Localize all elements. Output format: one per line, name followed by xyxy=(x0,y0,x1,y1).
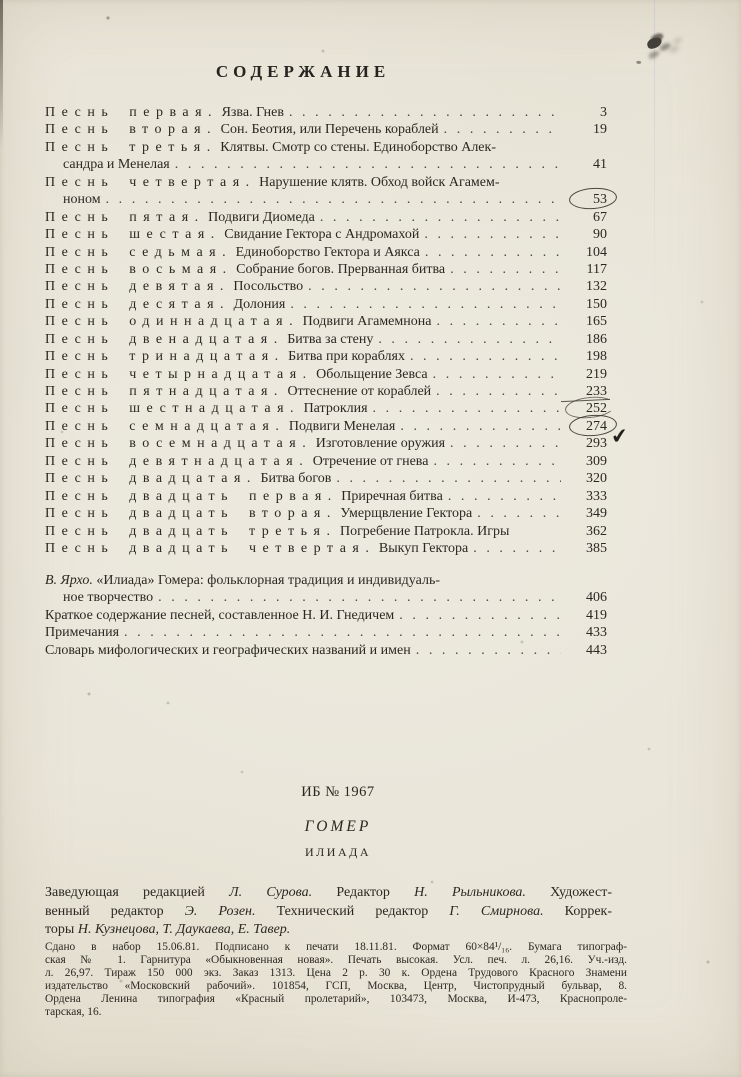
credits-text: Н. Рыльникова. xyxy=(414,885,526,900)
toc-line xyxy=(45,470,607,487)
entry-text: Песнь десятая. xyxy=(45,296,231,312)
toc-line xyxy=(45,104,607,121)
credits-text: Заведующая редакцией xyxy=(45,885,230,900)
toc-line xyxy=(45,383,607,400)
toc-line xyxy=(45,313,607,330)
entry-text: Клятвы. Смотр со стены. Единоборство Алек- xyxy=(216,139,496,155)
credits-line xyxy=(45,903,612,922)
entry-text: Песнь третья. xyxy=(45,139,217,155)
page-number: 406 xyxy=(586,590,607,606)
entry-text: Погребение Патрокла. Игры xyxy=(336,523,510,539)
dot-leader xyxy=(400,418,561,435)
toc-line xyxy=(45,435,607,452)
credits-text: Н. Кузнецова, Т. Даукаева, Е. Тавер. xyxy=(77,922,291,938)
dot-leader xyxy=(433,453,561,470)
credits-text: Г. Смирнова. xyxy=(449,903,544,919)
colophon-author: ГОМЕР xyxy=(304,818,372,835)
entry-text: Посольство xyxy=(229,279,304,295)
ink-smudge xyxy=(646,36,663,50)
toc-line xyxy=(45,400,607,417)
imprint-line: Сдано в набор 15.06.81. Подписано к печати 18.11.81. Формат 60×84¹/₁₆. Бумага типограф- xyxy=(45,941,627,953)
page-number: 117 xyxy=(586,261,607,277)
credits-text: Л. Сурова. xyxy=(229,885,313,900)
entry-text: Битва за стену xyxy=(283,331,374,347)
page-number: 385 xyxy=(586,540,607,556)
page-number: 150 xyxy=(586,296,607,312)
toc-line xyxy=(45,261,607,278)
dot-leader xyxy=(289,104,561,121)
page-number: 233 xyxy=(569,383,607,400)
entry-text: Песнь тринадцатая. xyxy=(45,349,285,365)
imprint-line: л. 26,97. Тираж 150 000 экз. Заказ 1313. Цена 2 р. 30 к. Ордена Трудового Красного Знамени xyxy=(45,967,627,979)
imprint-line: Ордена Ленина типография «Красный пролетарий», 103473, Москва, И-473, Краснопроле- xyxy=(45,993,627,1005)
entry-text: Песнь пятая. xyxy=(45,209,205,225)
pencil-check-annotation xyxy=(609,427,629,450)
page-number: 252 xyxy=(569,400,607,417)
entry-text: Изготовление оружия xyxy=(312,436,446,452)
dot-leader xyxy=(378,331,561,348)
credits-text: Технический редактор xyxy=(255,903,450,919)
appendix-list xyxy=(45,572,607,659)
toc-line xyxy=(45,418,607,435)
page-number: 349 xyxy=(586,506,607,522)
page-number: 219 xyxy=(586,366,607,382)
credits-text: Редактор xyxy=(312,885,415,900)
credits-text: венный редактор xyxy=(45,903,185,919)
colophon-book-title: ИЛИАДА xyxy=(305,845,371,859)
page-number: 274 xyxy=(569,418,607,435)
dot-leader xyxy=(450,261,561,278)
entry-text: Битва богов xyxy=(256,471,332,487)
page-number: 419 xyxy=(586,607,607,623)
toc-title: СОДЕРЖАНИЕ xyxy=(215,62,391,81)
entry-text: Краткое содержание песней, составленное Н. И. Гнедичем xyxy=(45,607,395,623)
entry-text: Песнь двадцать третья. xyxy=(45,523,337,539)
credits-text: Художест- xyxy=(525,885,612,900)
dot-leader xyxy=(433,366,561,383)
editorial-credits xyxy=(45,884,612,940)
dot-leader xyxy=(336,470,561,487)
dot-leader xyxy=(320,209,561,226)
entry-text: Песнь четвертая. xyxy=(45,174,256,190)
toc-line xyxy=(45,589,607,606)
toc-line xyxy=(45,244,607,261)
dot-leader xyxy=(436,313,561,330)
entry-text: Битва при кораблях xyxy=(284,349,405,365)
scanner-streak xyxy=(654,0,655,330)
toc-list xyxy=(45,104,607,557)
entry-text: Подвиги Менелая xyxy=(285,418,396,434)
entry-text: Выкуп Гектора xyxy=(375,540,469,556)
entry-text: ноном xyxy=(63,192,101,208)
entry-text: Песнь шестнадцатая. xyxy=(45,401,301,417)
dot-leader xyxy=(373,400,561,417)
dot-leader xyxy=(424,226,561,243)
toc-line xyxy=(45,348,607,365)
toc-line xyxy=(45,505,607,522)
toc-line xyxy=(45,226,607,243)
entry-text: Песнь восемнадцатая. xyxy=(45,436,313,452)
page-number: 309 xyxy=(586,453,607,469)
entry-text: Патроклия xyxy=(300,401,368,417)
toc-line xyxy=(45,174,607,191)
dot-leader xyxy=(416,642,561,659)
page-number: 333 xyxy=(586,488,607,504)
entry-text: Единоборство Гектора и Аякса xyxy=(232,244,420,260)
dot-leader xyxy=(444,121,561,138)
imprint-line: тарская, 16. xyxy=(45,1006,102,1018)
entry-text: Нарушение клятв. Обход войск Агамем- xyxy=(255,174,500,190)
credits-text: торы xyxy=(45,922,78,938)
entry-text: В. Ярхо. xyxy=(45,573,93,588)
toc-line xyxy=(45,121,607,138)
toc-line xyxy=(45,540,607,557)
dot-leader xyxy=(124,624,561,641)
dot-leader xyxy=(425,244,561,261)
entry-text: Приречная битва xyxy=(337,488,443,504)
dot-leader xyxy=(473,540,561,557)
entry-text: Свидание Гектора с Андромахой xyxy=(220,227,420,243)
toc-line xyxy=(45,296,607,313)
entry-text: Песнь первая. xyxy=(45,105,219,120)
page-number: 320 xyxy=(586,471,607,487)
toc-line xyxy=(45,572,607,589)
toc-line xyxy=(45,156,607,173)
page-number: 198 xyxy=(586,349,607,365)
dot-leader xyxy=(399,607,561,624)
toc-line xyxy=(45,523,607,540)
dot-leader xyxy=(436,383,561,400)
page-number: 165 xyxy=(586,314,607,330)
page-number: 53 xyxy=(569,191,607,208)
page-number: 3 xyxy=(600,105,607,120)
dot-leader xyxy=(175,156,561,173)
scan-edge-shadow xyxy=(0,0,3,150)
page-number: 186 xyxy=(586,331,607,347)
page-number: 19 xyxy=(593,122,607,138)
toc-line xyxy=(45,191,607,208)
page-number: 433 xyxy=(586,625,607,641)
toc-line xyxy=(45,331,607,348)
credits-line xyxy=(45,921,612,940)
page-number: 132 xyxy=(586,279,607,295)
credits-text: Э. Розен. xyxy=(184,903,256,919)
entry-text: Примечания xyxy=(45,625,120,641)
dot-leader xyxy=(308,278,561,295)
entry-text: Собрание богов. Прерванная битва xyxy=(232,261,446,277)
entry-text: Песнь двадцать вторая. xyxy=(45,506,337,522)
page-number: 67 xyxy=(593,209,607,225)
entry-text: Песнь седьмая. xyxy=(45,244,233,260)
pencil-circle-annotation xyxy=(568,413,617,438)
entry-text: Обольщение Зевса xyxy=(312,366,428,382)
credits-text: Коррек- xyxy=(543,903,612,919)
toc-line xyxy=(45,209,607,226)
entry-text: Долония xyxy=(230,296,286,312)
toc-line xyxy=(45,278,607,295)
entry-text: Песнь пятнадцатая. xyxy=(45,384,284,399)
toc-line xyxy=(45,366,607,383)
entry-text: Песнь одиннадцатая. xyxy=(45,314,300,330)
entry-text: сандра и Менелая xyxy=(63,157,170,173)
imprint-line: ская № 1. Гарнитура «Обыкновенная новая». Печать высокая. Усл. печ. л. 26,16. Уч.-изд. xyxy=(45,954,627,966)
entry-text: Песнь двенадцатая. xyxy=(45,331,284,347)
colophon-ib-number: ИБ № 1967 xyxy=(301,784,375,800)
entry-text: Умерщвление Гектора xyxy=(336,506,473,522)
toc-line xyxy=(45,607,607,624)
dot-leader xyxy=(290,296,561,313)
paper-speckles xyxy=(0,0,2,2)
dot-leader xyxy=(106,191,561,208)
dot-leader xyxy=(477,505,561,522)
dot-leader xyxy=(158,589,561,606)
entry-text: Песнь семнадцатая. xyxy=(45,418,286,434)
entry-text: Оттеснение от кораблей xyxy=(283,384,432,399)
page-number: 90 xyxy=(593,227,607,243)
imprint-line: издательство «Московский рабочий». 101854, ГСП, Москва, Центр, Чистопрудный бульвар, 8. xyxy=(45,980,627,992)
entry-text: Песнь восьмая. xyxy=(45,261,233,277)
dot-leader xyxy=(410,348,561,365)
entry-text: Подвиги Агамемнона xyxy=(299,314,432,330)
entry-text: Песнь двадцать первая. xyxy=(45,488,338,504)
entry-text: Сон. Беотия, или Перечень кораблей xyxy=(217,122,439,138)
entry-text: Подвиги Диомеда xyxy=(204,209,315,225)
entry-text: Песнь четырнадцатая. xyxy=(45,366,313,382)
toc-line xyxy=(45,624,607,641)
toc-line xyxy=(45,488,607,505)
entry-text: Песнь вторая. xyxy=(45,122,218,138)
credits-line xyxy=(45,884,612,903)
entry-text: Песнь двадцать четвертая. xyxy=(45,540,376,556)
toc-line xyxy=(45,139,607,156)
page-number: 362 xyxy=(586,523,607,539)
imprint-block xyxy=(45,941,627,1019)
entry-text: Отречение от гнева xyxy=(309,453,429,469)
toc-line xyxy=(45,453,607,470)
page-number: 104 xyxy=(586,244,607,260)
page-number: 41 xyxy=(593,157,607,173)
entry-text: Песнь девятнадцатая. xyxy=(45,453,310,469)
entry-text: Язва. Гнев xyxy=(218,105,284,120)
entry-text: Песнь шестая. xyxy=(45,227,221,243)
dot-leader xyxy=(450,435,561,452)
entry-text: Словарь мифологических и географических названий и имен xyxy=(45,642,411,658)
entry-text: «Илиада» Гомера: фольклорная традиция и индивидуаль- xyxy=(92,573,440,588)
page-number: 443 xyxy=(586,642,607,658)
entry-text: Песнь девятая. xyxy=(45,279,230,295)
entry-text: Песнь двадцатая. xyxy=(45,471,257,487)
page-number: 293 ✔ xyxy=(569,435,607,452)
dot-leader xyxy=(448,488,561,505)
entry-text: ное творчество xyxy=(63,590,154,606)
toc-line xyxy=(45,642,607,659)
pencil-circle-annotation xyxy=(568,187,617,212)
